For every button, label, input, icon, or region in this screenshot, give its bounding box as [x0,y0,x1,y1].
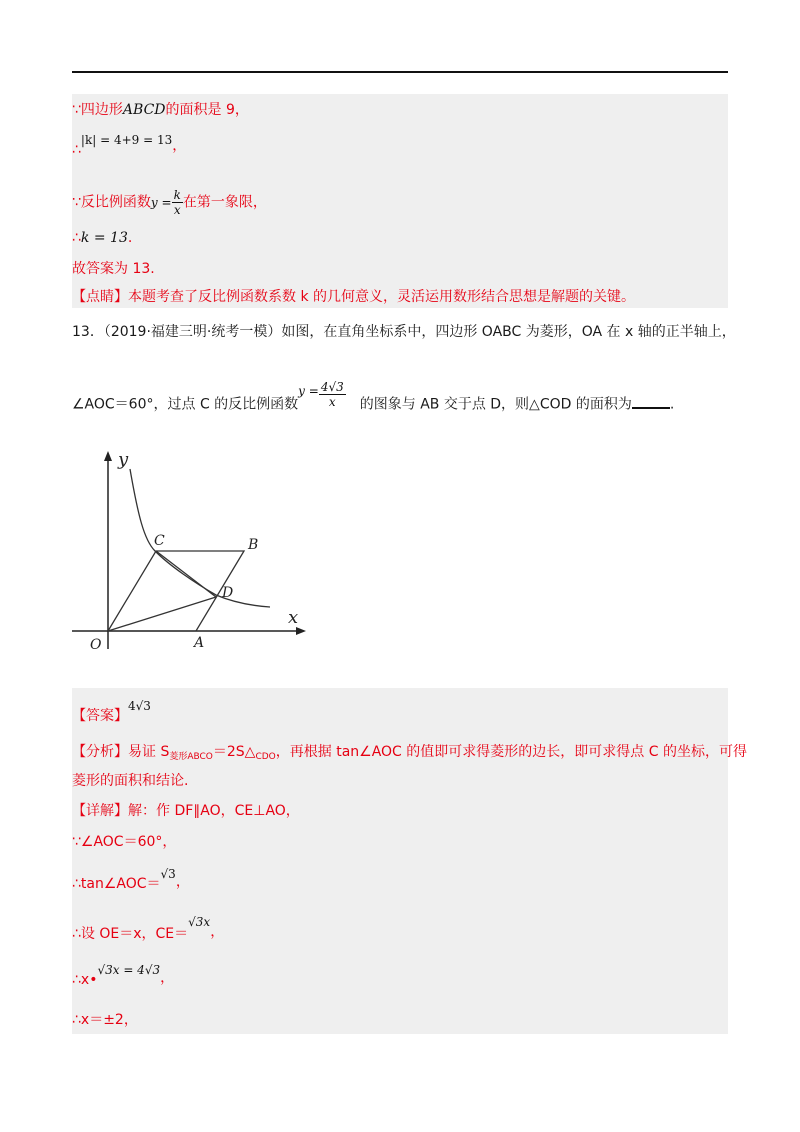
header-rule [72,71,728,73]
fraction-k-over-x: $\frac{k}{x}$ [173,188,181,217]
question-13-line-2: ∠AOC＝60°，过点 C 的反比例函数y = $\frac{4√3}{x}$ 的图象与 AB 交于点 D，则△COD 的面积为 . [72,380,675,413]
label-o: O [90,637,102,653]
rhombus-figure [60,445,320,660]
prev-line-2: ∴|k| = 4+9 = 13， [72,133,187,158]
step-5: ∴x＝±2， [72,1012,138,1028]
label-c: C [154,533,165,549]
label-b: B [248,537,259,553]
detail-line-1: 【详解】解：作 DF∥AO，CE⊥AO， [72,803,300,819]
y-axis-arrow [104,451,112,461]
step-1: ∵∠AOC＝60°， [72,834,177,850]
prev-line-4: ∴k = 13. [72,230,133,246]
analysis-line-2: 菱形的面积和结论. [72,773,189,789]
fraction-4root3-over-x: $\frac{4√3}{x}$ [320,380,344,409]
label-d: D [222,585,234,601]
prev-line-3: ∵反比例函数y = $\frac{k}{x}$ 在第一象限， [72,188,267,217]
answer-blank [632,395,670,409]
question-13-line-1: 13．（2019·福建三明·统考一模）如图，在直角坐标系中，四边形 OABC 为菱形，OA 在 x 轴的正半轴上， [72,324,736,340]
step-2: ∴tan∠AOC＝√3， [72,867,190,892]
x-axis-arrow [296,627,306,635]
label-y: y [118,449,129,470]
answer-line: 【答案】4√3 [72,699,151,724]
label-a: A [194,635,205,651]
prev-line-1: ∵四边形ABCD的面积是 9， [72,102,249,118]
segment-cd [156,551,216,597]
prev-line-5: 故答案为 13. [72,261,155,277]
label-x: x [288,607,299,628]
step-4: ∴x•√3x = 4√3， [72,963,175,988]
analysis-line-1: 【分析】易证 $S_{菱形ABCO}=2S\triangle_{CDO}$，再根据 tan∠AOC 的值即可求得菱形的边长，即可求得点 C 的坐标，可得 [72,744,747,762]
step-3: ∴设 OE＝x，CE＝√3x， [72,915,225,942]
prev-dianjing: 【点睛】本题考查了反比例函数系数 k 的几何意义，灵活运用数形结合思想是解题的关键。 [72,289,636,305]
